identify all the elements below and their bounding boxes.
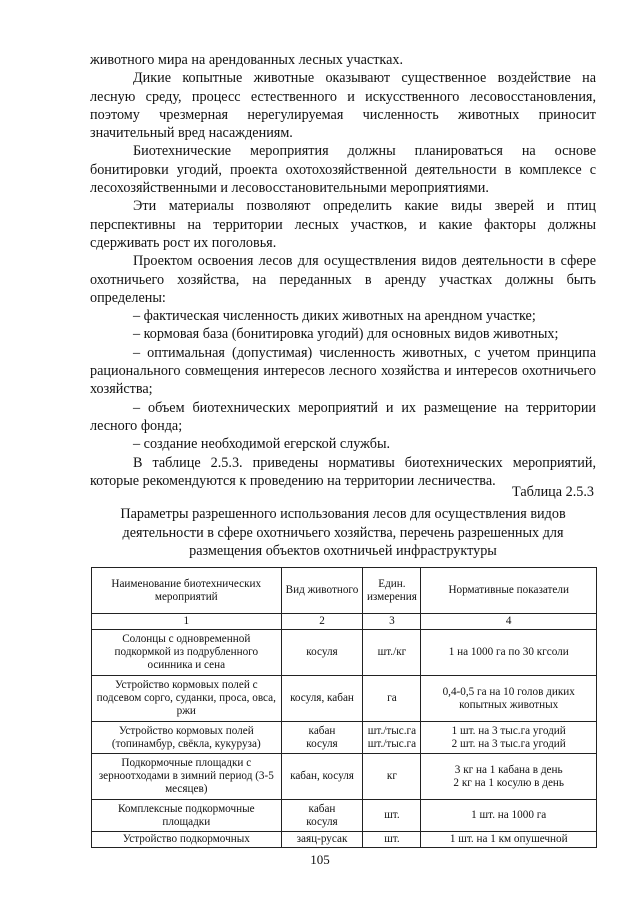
table-cell: Устройство подкормочных	[92, 832, 282, 848]
body-text	[90, 51, 596, 490]
table-cell: Подкормочные площадки с зерноотходами в зимний период (3-5 месяцев)	[92, 754, 282, 800]
table-cell: Устройство кормовых полей с подсевом сорго, суданки, проса, овса, ржи	[92, 676, 282, 722]
table-cell: шт.	[363, 800, 421, 832]
table-header-cell: Вид животного	[281, 568, 363, 614]
table-cell: шт./тыс.га шт./тыс.га	[363, 722, 421, 754]
parameters-table	[91, 567, 597, 848]
table-cell: кг	[363, 754, 421, 800]
table-cell: Солонцы с одновременной подкормкой из подрубленного осинника и сена	[92, 630, 282, 676]
paragraph: Дикие копытные животные оказывают существенное воздействие на лесную среду, процесс естественного и искусственного лесовосстановления, поэтому чрезмерная нерегулируемая численность животных приносит значительный вред насаждениям.	[90, 70, 596, 142]
column-number: 2	[281, 614, 363, 630]
paragraph: Эти материалы позволяют определить какие виды зверей и птиц перспективны на территории лесных участков, и какие факторы должны сдерживать рост их поголовья.	[90, 198, 596, 251]
table-caption: Параметры разрешенного использования лесов для осуществления видов деятельности в сфере охотничьего хозяйства, перечень разрешенных для размещения объектов охотничьей инфраструктуры	[120, 506, 566, 559]
table-cell: га	[363, 676, 421, 722]
table-cell: шт./кг	[363, 630, 421, 676]
paragraph: Проектом освоения лесов для осуществления видов деятельности в сфере охотничьего хозяйства, на переданных в аренду участках должны быть определены:	[90, 253, 596, 306]
table-cell: 1 шт. на 1 км опушечной	[421, 832, 597, 848]
table-cell: 0,4-0,5 га на 10 голов диких копытных животных	[421, 676, 597, 722]
table-cell: кабан, косуля	[281, 754, 363, 800]
page-number: 105	[310, 852, 330, 867]
table-header-row	[92, 568, 597, 614]
table-cell: Устройство кормовых полей (топинамбур, свёкла, кукуруза)	[92, 722, 282, 754]
column-number: 4	[421, 614, 597, 630]
list-item: – объем биотехнических мероприятий и их размещение на территории лесного фонда;	[90, 399, 596, 434]
table-header-cell: Нормативные показатели	[421, 568, 597, 614]
list-item: – фактическая численность диких животных на арендном участке;	[133, 308, 536, 325]
table-cell: шт.	[363, 832, 421, 848]
list-item: – оптимальная (допустимая) численность животных, с учетом принципа рационального совмещения интересов лесного хозяйства и интересов охотничьего хозяйства;	[90, 344, 596, 398]
list-item: – кормовая база (бонитировка угодий) для основных видов животных;	[133, 326, 559, 343]
table-header-cell: Наименование биотехнических мероприятий	[92, 568, 282, 614]
paragraph: животного мира на арендованных лесных участках.	[90, 52, 404, 68]
paragraph: Биотехнические мероприятия должны планироваться на основе бонитировки угодий, проекта охотохозяйственной деятельности в комплексе с лесохозяйственными и лесовосстановительными мероприятиями.	[90, 143, 596, 197]
column-number-row	[92, 614, 597, 630]
table-cell: косуля	[281, 630, 363, 676]
table-row	[92, 676, 597, 722]
table-cell: 3 кг на 1 кабана в день 2 кг на 1 косулю в день	[421, 754, 597, 800]
table-cell: 1 шт. на 3 тыс.га угодий 2 шт. на 3 тыс.га угодий	[421, 722, 597, 754]
column-number: 1	[92, 614, 282, 630]
table-row	[92, 754, 597, 800]
list-item: – создание необходимой егерской службы.	[133, 436, 391, 453]
table-label: Таблица 2.5.3	[512, 484, 594, 500]
table-row	[92, 800, 597, 832]
table-cell: кабан косуля	[281, 800, 363, 832]
table-row	[92, 832, 597, 848]
table-row	[92, 630, 597, 676]
table-cell: Комплексные подкормочные площадки	[92, 800, 282, 832]
table-cell: кабан косуля	[281, 722, 363, 754]
paragraph: В таблице 2.5.3. приведены нормативы биотехнических мероприятий, которые рекомендуются к проведению на территории лесничества.	[90, 454, 596, 489]
column-number: 3	[363, 614, 421, 630]
table-header-cell: Един. измерения	[363, 568, 421, 614]
table-cell: косуля, кабан	[281, 676, 363, 722]
table-cell: 1 на 1000 га по 30 кгсоли	[421, 630, 597, 676]
table-row	[92, 722, 597, 754]
table-cell: 1 шт. на 1000 га	[421, 800, 597, 832]
table-cell: заяц-русак	[281, 832, 363, 848]
